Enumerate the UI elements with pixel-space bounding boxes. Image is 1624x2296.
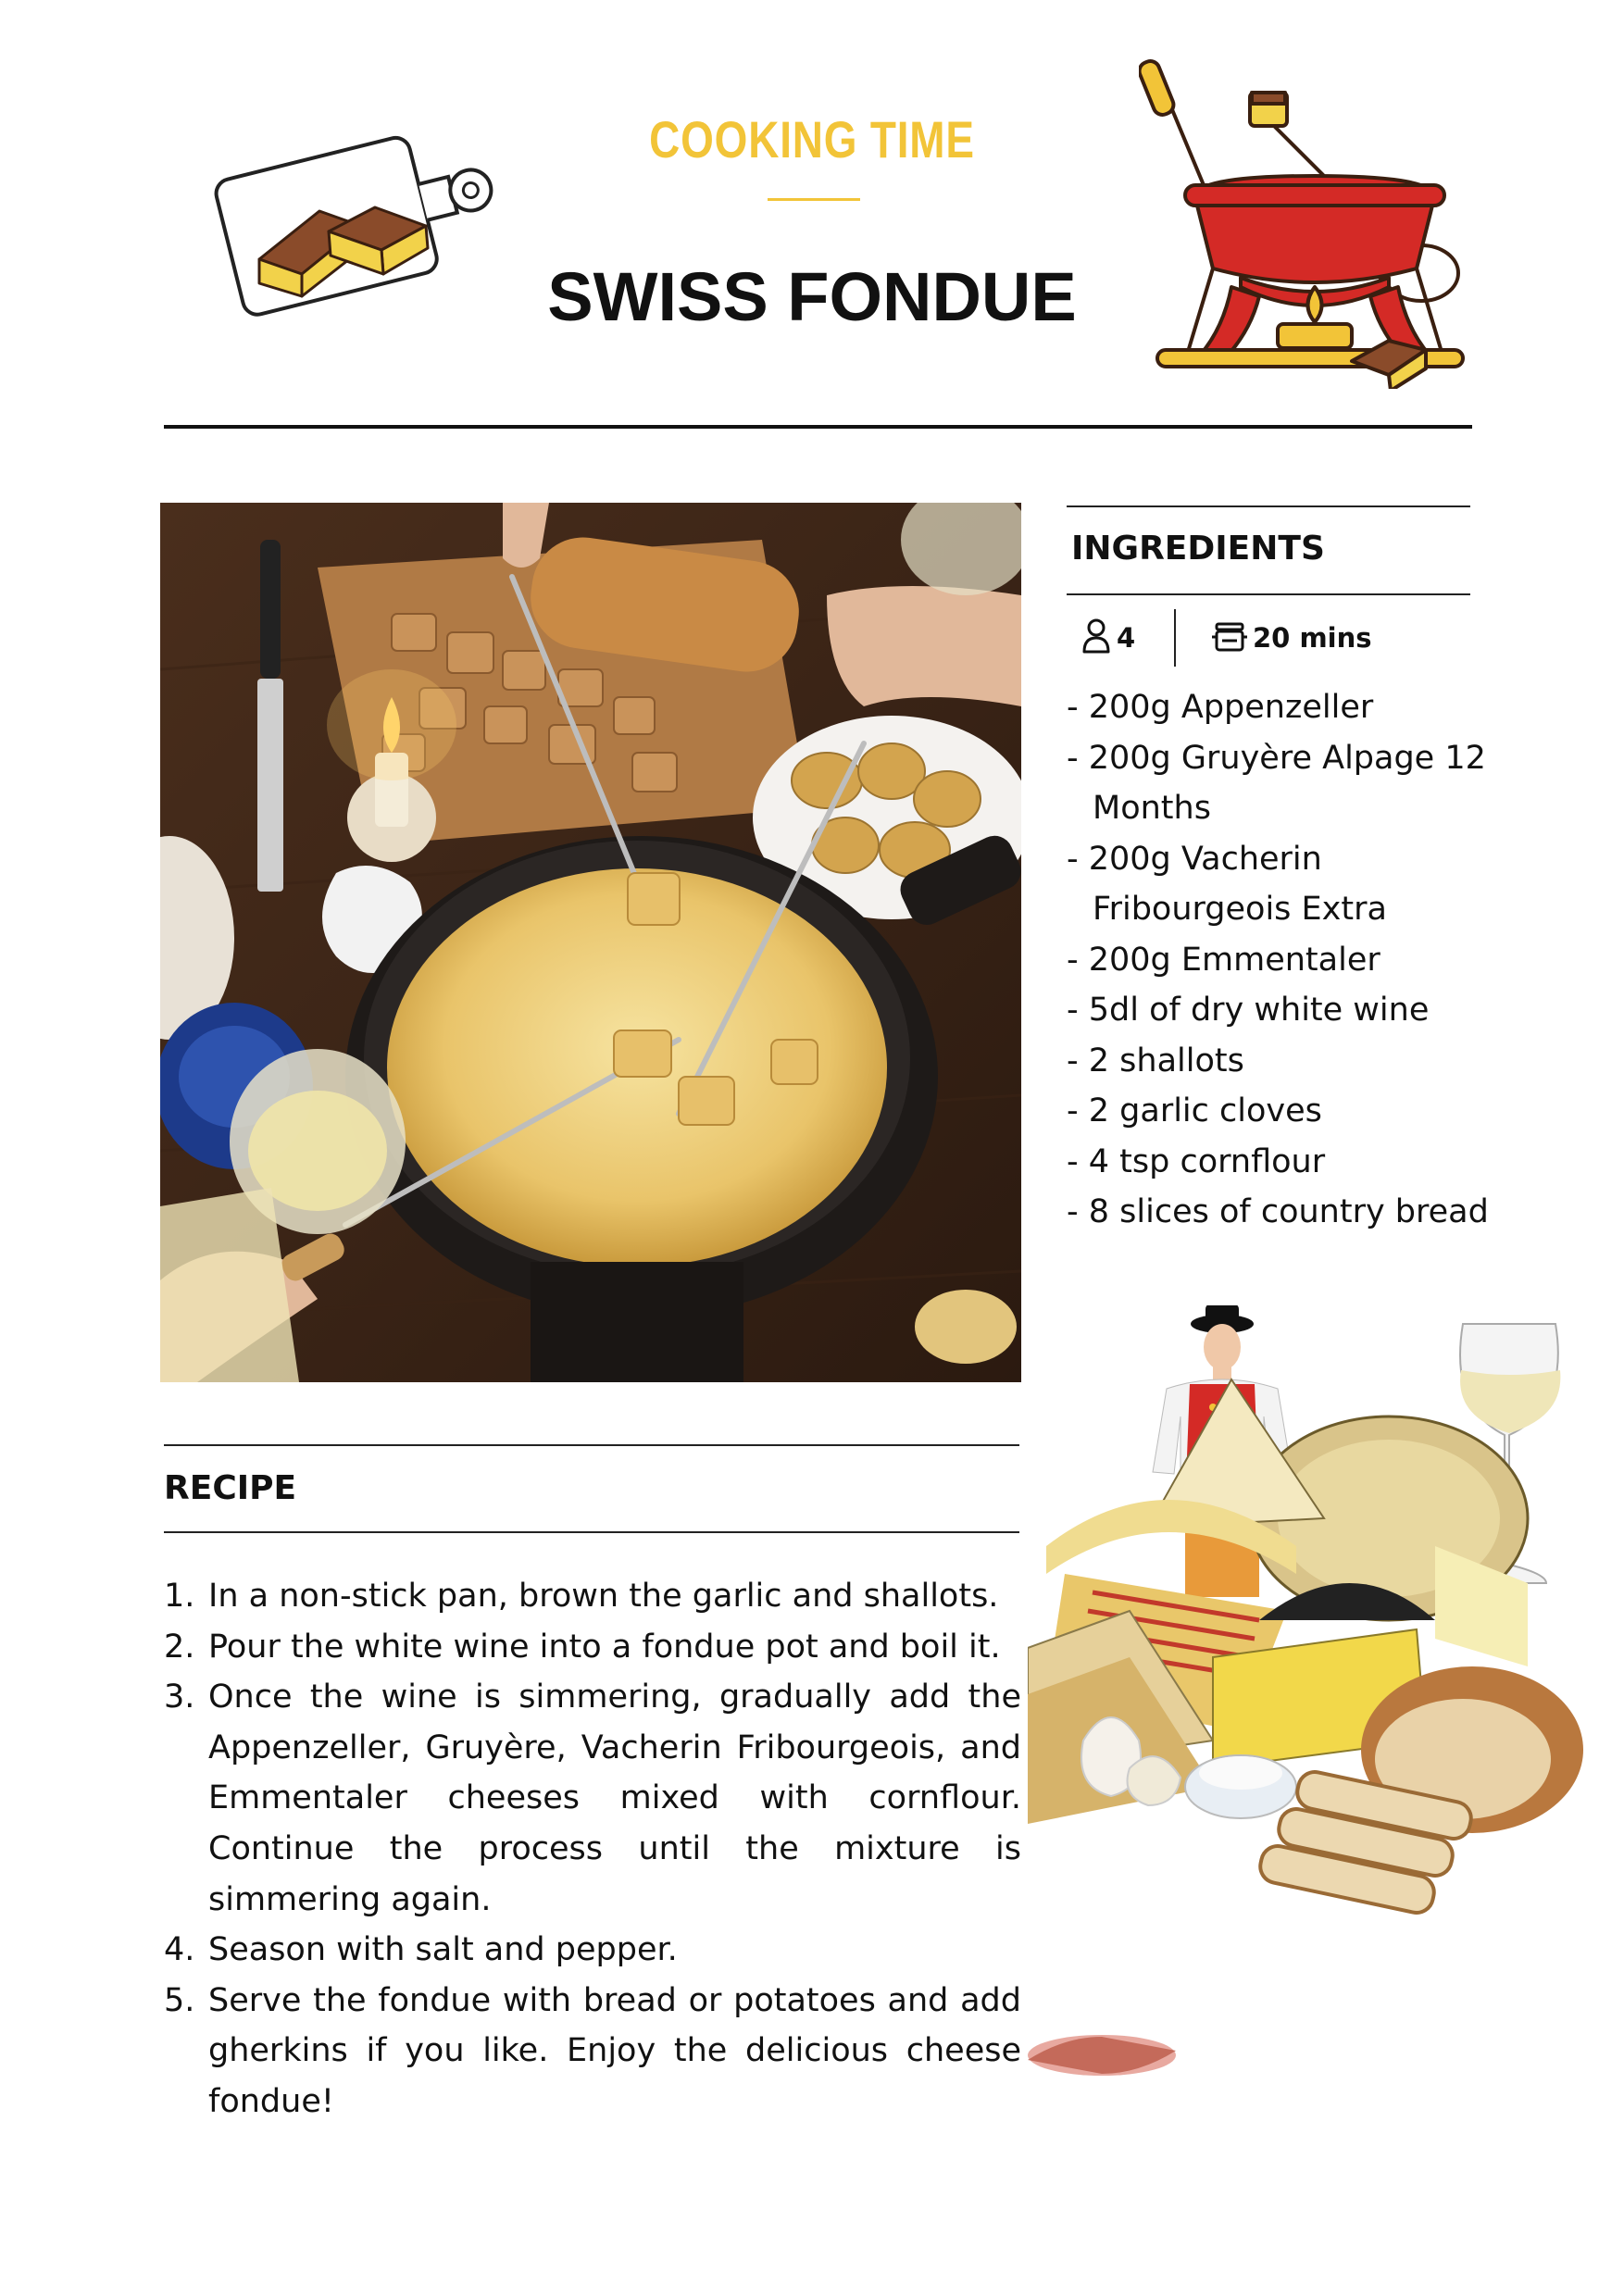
step-text: Pour the white wine into a fondue pot and boil it. xyxy=(208,1628,1001,1666)
recipe-bottom-rule xyxy=(164,1531,1019,1533)
list-item: - 4 tsp cornflour xyxy=(1067,1142,1326,1180)
fondue-photo xyxy=(160,503,1021,1382)
recipe-step xyxy=(164,1571,1021,1622)
step-text: In a non-stick pan, brown the garlic and shallots. xyxy=(208,1578,999,1615)
ingredients-top-rule xyxy=(1067,505,1470,507)
swiss-cheese-illustration xyxy=(1028,1305,1602,2111)
step-number: 1. xyxy=(164,1578,195,1615)
fondue-pot-icon xyxy=(1139,56,1491,389)
ingredients-heading: INGREDIENTS xyxy=(1071,530,1325,568)
list-item: - 2 shallots xyxy=(1067,1042,1244,1079)
recipe-step xyxy=(164,1672,1021,1925)
meta-divider xyxy=(1174,609,1176,667)
title-divider xyxy=(768,198,860,201)
page-eyebrow: COOKING TIME xyxy=(649,110,975,168)
ingredients-bottom-rule xyxy=(1067,593,1470,595)
header-divider xyxy=(164,425,1472,429)
servings-count: 4 xyxy=(1117,622,1136,654)
recipe-top-rule xyxy=(164,1444,1019,1446)
recipe-steps xyxy=(164,1571,1021,2128)
step-text: Once the wine is simmering, gradually add the Appenzeller, Gruyère, Vacherin Fribourgeois, and Emmentaler cheeses mixed with cornflour. Continue the process until the mixture is simmering again. xyxy=(208,1678,1021,1918)
step-number: 4. xyxy=(164,1931,195,1969)
ingredient-list xyxy=(1067,682,1511,1238)
step-number: 5. xyxy=(164,1981,195,2019)
pot-icon xyxy=(1211,618,1248,654)
list-item: - 200g Emmentaler xyxy=(1067,941,1380,979)
recipe-step xyxy=(164,1622,1021,1673)
list-item: - 200g Gruyère Alpage 12 Months xyxy=(1067,739,1486,827)
recipe-step xyxy=(164,1925,1021,1976)
recipe-heading: RECIPE xyxy=(164,1469,297,1507)
page-title: SWISS FONDUE xyxy=(547,258,1077,335)
step-text: Serve the fondue with bread or potatoes and add gherkins if you like. Enjoy the delicious cheese fondue! xyxy=(208,1981,1021,2120)
step-text: Season with salt and pepper. xyxy=(208,1931,678,1969)
list-item: - 200g Vacherin Fribourgeois Extra xyxy=(1067,840,1387,928)
recipe-step xyxy=(164,1976,1021,2128)
list-item: - 200g Appenzeller xyxy=(1067,689,1374,726)
cook-time: 20 mins xyxy=(1253,622,1372,654)
list-item: - 5dl of dry white wine xyxy=(1067,992,1430,1029)
list-item: - 2 garlic cloves xyxy=(1067,1092,1322,1129)
step-number: 2. xyxy=(164,1628,195,1666)
person-icon xyxy=(1081,618,1111,654)
list-item: - 8 slices of country bread xyxy=(1067,1193,1489,1230)
step-number: 3. xyxy=(164,1678,195,1716)
